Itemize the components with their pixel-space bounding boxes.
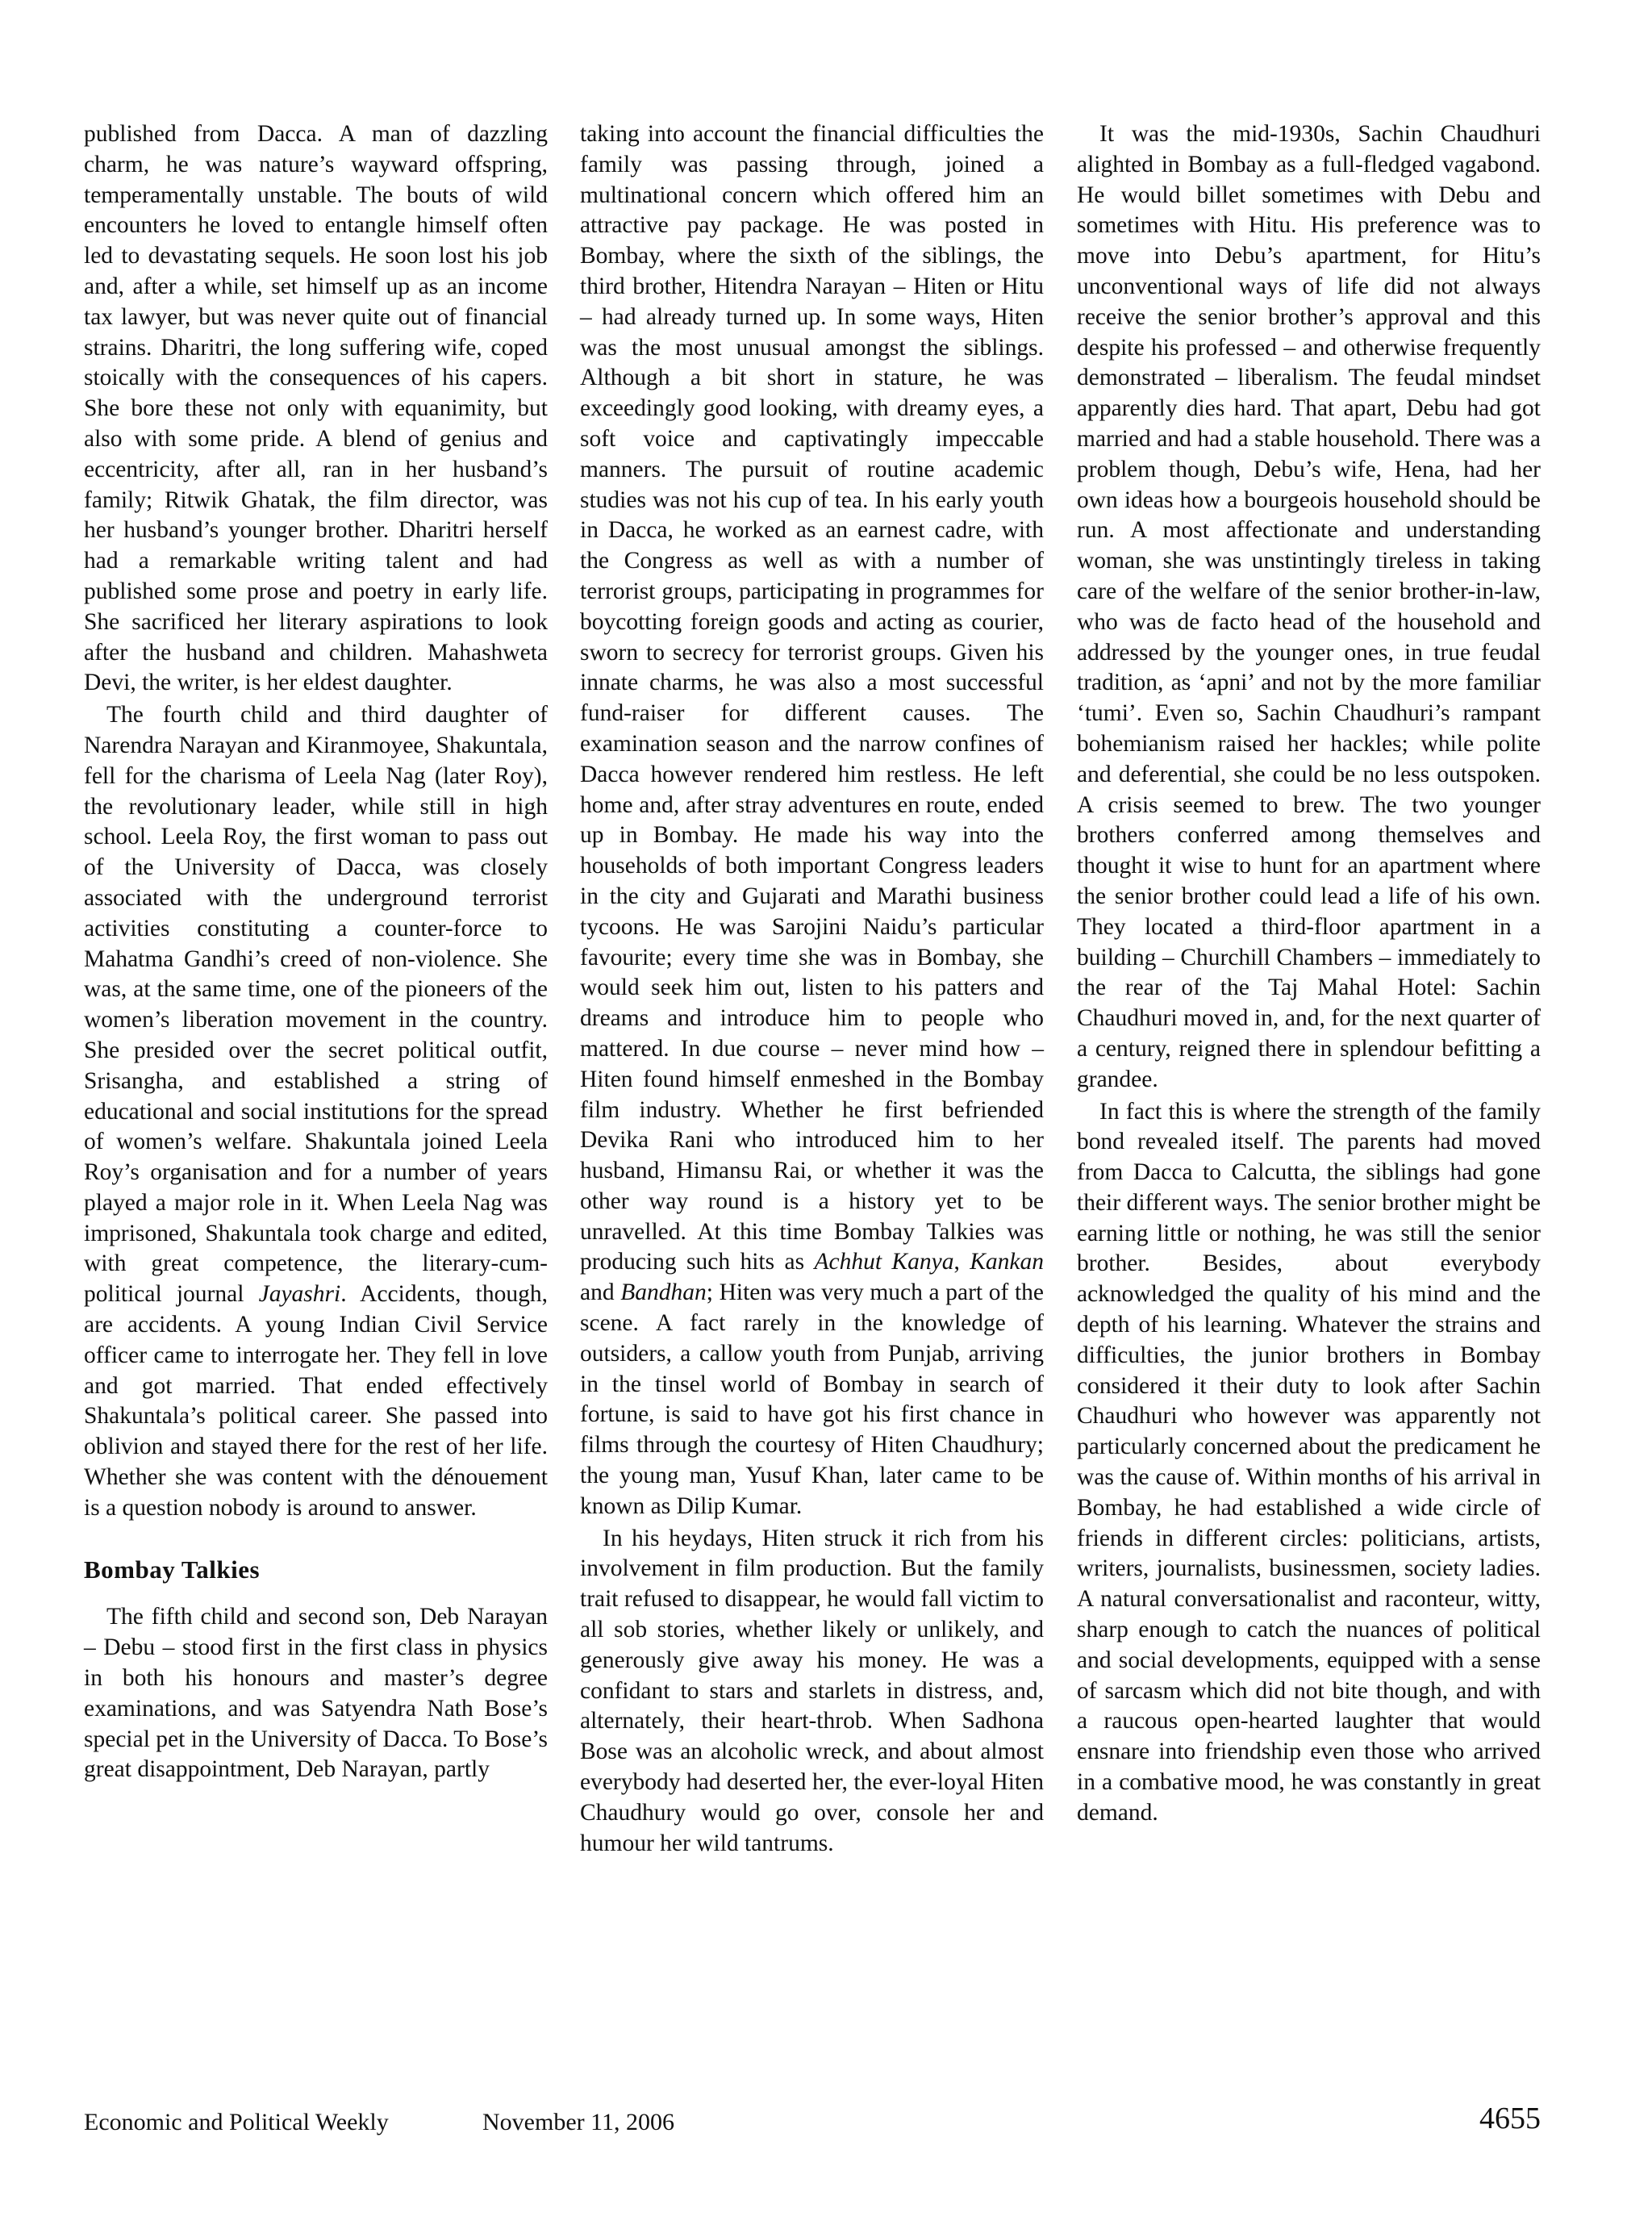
column-3 — [1077, 119, 1541, 1829]
paragraph-text: taking into account the financial difficulties the family was passing through, joined a multinational concern which offered him an attractive pay package. He was posted in Bombay, where the sixth of the siblings, the third brother, Hitendra Narayan – Hiten or Hitu – had already turned up. In some ways, Hiten was the most unusual amongst the siblings. Although a bit short in stature, he was exceedingly good looking, with dreamy eyes, a soft voice and captivatingly impeccable manners. The pursuit of routine academic studies was not his cup of tea. In his early youth in Dacca, he worked as an earnest cadre, with the Congress as well as with a number of terrorist groups, participating in programmes for boycotting foreign goods and acting as courier, sworn to secrecy for terrorist groups. Given his innate charms, he was also a most successful fund-raiser for different causes. The examination season and the narrow confines of Dacca however rendered him restless. He left home and, after stray adventures en route, ended up in Bombay. He made his way into the households of both important Congress leaders in the city and Gujarati and Marathi business tycoons. He was Sarojini Naidu’s particular favourite; every time she was in Bombay, she would seek him out, listen to his patters and dreams and introduce him to people who mattered. In due course – never mind how – Hiten found himself enmeshed in the Bombay film industry. Whether he first befriended Devika Rani who introduced him to her husband, Himansu Rai, or whether it was the other way round is a history yet to be unravelled. At this time Bombay Talkies was producing such hits as — [580, 121, 1044, 1275]
page-number: 4655 — [1479, 2102, 1541, 2135]
film-title: Achhut Kanya — [814, 1249, 954, 1275]
section-heading: Bombay Talkies — [84, 1555, 261, 1584]
footer-date: November 11, 2006 — [482, 2109, 675, 2135]
paragraph: In fact this is where the strength of the family bond revealed itself. The parents had moved from Dacca to Calcutta, the siblings had gone their different ways. The senior brother might be earning little or nothing, he was still the senior brother. Besides, about everybody acknowledged the quality of his mind and the depth of his learning. Whatever the strains and difficulties, the junior brothers in Bombay considered it their duty to look after Sachin Chaudhuri who however was apparently not particularly concerned about the predicament he was the cause of. Within months of his arrival in Bombay, he had established a wide circle of friends in different circles: politicians, artists, writers, journalists, businessmen, society ladies. A natural conversationalist and raconteur, witty, sharp enough to catch the nuances of political and social developments, equipped with a sense of sarcasm which did not bite though, and with a raucous open-hearted laughter that would ensnare into friendship even those who arrived in a combative mood, he was constantly in great demand. — [1077, 1098, 1541, 1826]
paragraph — [84, 700, 548, 1524]
paragraph: The fifth child and second son, Deb Narayan – Debu – stood first in the first class in physics in both his honours and master’s degree examinations, and was Satyendra Nath Bose’s special pet in the University of Dacca. To Bose’s great disappointment, Deb Narayan, partly — [84, 1604, 548, 1783]
column-2 — [580, 119, 1044, 1859]
separator: , — [953, 1249, 970, 1275]
journal-title: Jayashri — [258, 1281, 341, 1308]
column-1 — [84, 119, 548, 1785]
paragraph-text: . Accidents, though, are accidents. A young Indian Civil Service officer came to interrogate her. They fell in love and got married. That ended effectively Shakuntala’s political career. She passed into oblivion and stayed there for the rest of her life. Whether she was content with the dénouement is a question nobody is around to answer. — [84, 1281, 549, 1521]
paragraph-text: ; Hiten was very much a part of the scene. A fact rarely in the knowledge of outsiders, a callow youth from Punjab, arriving in the tinsel world of Bombay in search of fortune, is said to have got his first chance in films through the courtesy of Hiten Chaudhury; the young man, Yusuf Khan, later came to be known as Dilip Kumar. — [580, 1279, 1045, 1519]
paragraph: published from Dacca. A man of dazzling charm, he was nature’s wayward offspring, temperamentally unstable. The bouts of wild encounters he loved to entangle himself often led to devastating sequels. He soon lost his job and, after a while, set himself up as an income tax lawyer, but was never quite out of financial strains. Dharitri, the long suffering wife, coped stoically with the consequences of his capers. She bore these not only with equanimity, but also with some pride. A blend of genius and eccentricity, after all, ran in her husband’s family; Ritwik Ghatak, the film director, was her husband’s younger brother. Dharitri herself had a remarkable writing talent and had published some prose and poetry in early life. She sacrificed her literary aspirations to look after the husband and children. Mahashweta Devi, the writer, is her eldest daughter. — [84, 121, 548, 696]
paragraph: It was the mid-1930s, Sachin Chaudhuri alighted in Bombay as a full-fledged vagabond. He would billet sometimes with Debu and sometimes with Hitu. His preference was to move into Debu’s apartment, for Hitu’s unconventional ways of life did not always receive the senior brother’s approval and this despite his professed – and otherwise frequently demonstrated – liberalism. The feudal mindset apparently dies hard. That apart, Debu had got married and had a stable household. There was a problem though, Debu’s wife, Hena, had her own ideas how a bourgeois household should be run. A most affectionate and understanding woman, she was unstintingly tireless in taking care of the welfare of the senior brother-in-law, who was de facto head of the household and addressed by the younger ones, in true feudal tradition, as ‘apni’ and not by the more familiar ‘tumi’. Even so, Sachin Chaudhuri’s rampant bohemianism raised her hackles; while polite and deferential, she could be no less outspoken. A crisis seemed to brew. The two younger brothers conferred among themselves and thought it wise to hunt for an apartment where the senior brother could lead a life of his own. They located a third-floor apartment in a building – Churchill Chambers – immediately to the rear of the Taj Mahal Hotel: Sachin Chaudhuri moved in, and, for the next quarter of a century, reigned there in splendour befitting a grandee. — [1077, 121, 1541, 1092]
separator: and — [580, 1279, 621, 1306]
footer-journal-name: Economic and Political Weekly — [84, 2109, 389, 2135]
paragraph: In his heydays, Hiten struck it rich from his involvement in film production. But the family trait refused to disappear, he would fall victim to all sob stories, whether likely or unlikely, and generously give away his money. He was a confidant to stars and starlets in distress, and, alternately, their heart-throb. When Sadhona Bose was an alcoholic wreck, and about almost everybody had deserted her, the ever-loyal Hiten Chaudhury would go over, console her and humour her wild tantrums. — [580, 1525, 1044, 1856]
film-title: Bandhan — [620, 1279, 707, 1306]
paragraph-text: The fourth child and third daughter of Narendra Narayan and Kiranmoyee, Shakuntala, fell for the charisma of Leela Nag (later Roy), the revolutionary leader, while still in high school. Leela Roy, the first woman to pass out of the University of Dacca, was closely associated with the underground terrorist activities constituting a counter-force to Mahatma Gandhi’s creed of non-violence. She was, at the same time, one of the pioneers of the women’s liberation movement in the country. She presided over the secret political outfit, Srisangha, and established a string of educational and social institutions for the spread of women’s welfare. Shakuntala joined Leela Roy’s organisation and for a number of years played a major role in it. When Leela Nag was imprisoned, Shakuntala took charge and edited, with great competence, the literary-cum-political journal — [84, 702, 548, 1308]
film-title: Kankan — [970, 1249, 1045, 1275]
paragraph — [580, 119, 1044, 1522]
